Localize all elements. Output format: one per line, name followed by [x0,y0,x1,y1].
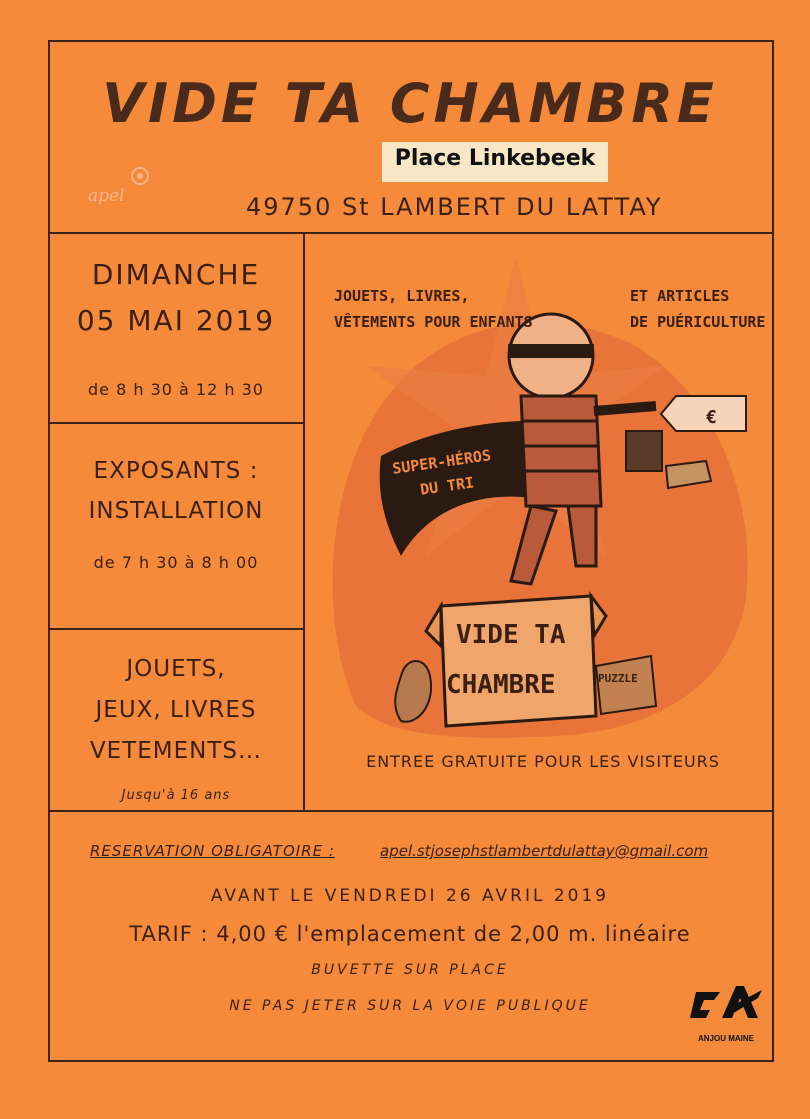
shopping-bag [626,431,662,471]
illus-top-left-1: JOUETS, LIVRES, [334,287,470,305]
tarif: TARIF : 4,00 € l'emplacement de 2,00 m. linéaire [129,922,691,946]
event-date: 05 MAI 2019 [76,304,276,337]
divider-footer [48,810,774,812]
items-line-2: JEUX, LIVRES [95,697,257,723]
illus-top-right-2: DE PUÉRICULTURE [630,313,766,331]
items-line-1: JOUETS, [126,656,226,682]
address: 49750 St LAMBERT DU LATTAY [246,193,663,221]
price-tag-symbol: € [706,407,717,428]
apel-logo-text: apel [88,186,125,206]
divider-date [48,422,304,424]
puzzle-label: PUZZLE [598,672,638,685]
age-limit: Jusqu'à 16 ans [121,788,231,803]
installation-hours: de 7 h 30 à 8 h 00 [93,553,259,572]
place-name: Place Linkebeek [394,146,596,171]
no-littering-notice: NE PAS JETER SUR LA VOIE PUBLIQUE [229,998,591,1014]
installation-label: INSTALLATION [88,498,264,524]
cape-text-1: SUPER-HÉROS [391,446,493,478]
event-hours: de 8 h 30 à 12 h 30 [88,380,264,399]
cape-text-2: DU TRI [419,473,476,499]
reservation-label: RESERVATION OBLIGATOIRE : [90,842,335,860]
day-label: DIMANCHE [91,258,261,291]
illus-top-left-2: VÊTEMENTS POUR ENFANTS [334,313,533,331]
poster-title: VIDE TA CHAMBRE [102,72,718,135]
box-text-1: VIDE TA [456,620,566,650]
reservation-email[interactable]: apel.stjosephstlambertdulattay@gmail.com [380,842,709,860]
divider-header [48,232,774,234]
buvette: BUVETTE SUR PLACE [311,962,509,978]
price-tag [661,396,746,431]
divider-exposants [48,628,304,630]
illus-top-right-1: ET ARTICLES [630,287,730,305]
cardboard-box [426,596,606,726]
sponsor-caption: ANJOU MAINE [697,1034,754,1043]
credit-agricole-logo [688,980,764,1040]
deadline: AVANT LE VENDREDI 26 AVRIL 2019 [210,886,610,906]
divider-columns [303,232,305,810]
exposants-label: EXPOSANTS : [93,458,259,484]
free-entry: ENTREE GRATUITE POUR LES VISITEURS [366,752,720,771]
items-line-3: VETEMENTS… [89,738,263,764]
box-text-2: CHAMBRE [446,670,556,700]
